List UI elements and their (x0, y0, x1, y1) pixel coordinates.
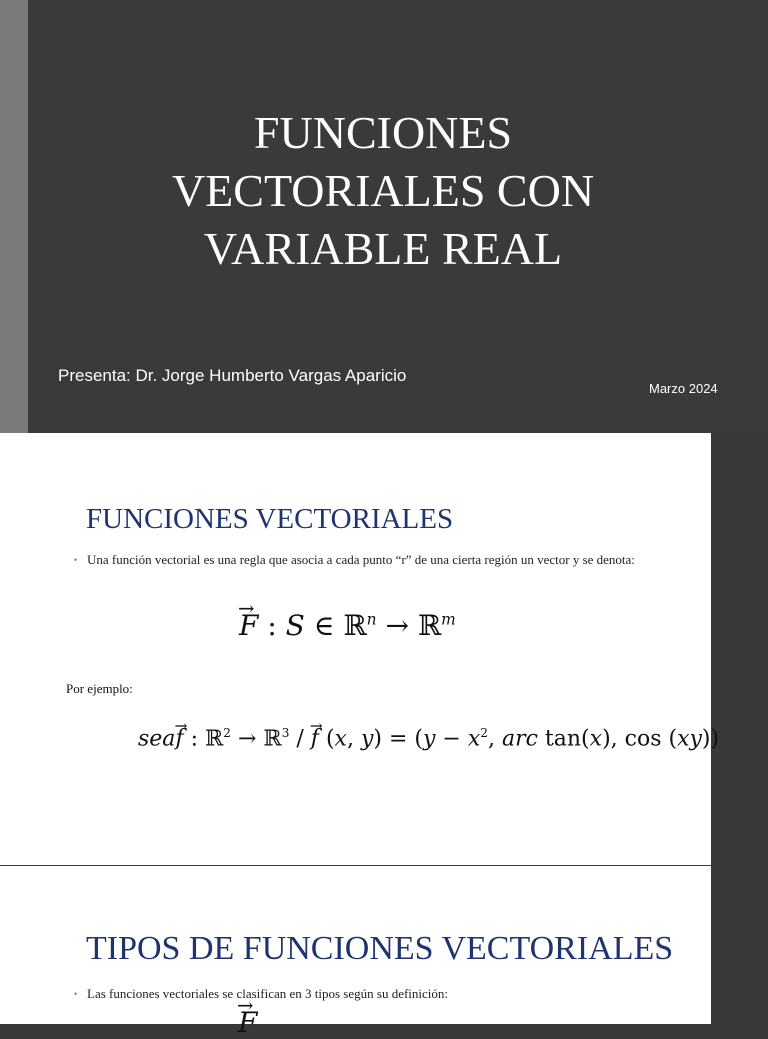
bullet-text: Las funciones vectoriales se clasifican en 3 tipos según su definición: (87, 986, 449, 1001)
example-label: Por ejemplo: (66, 681, 133, 696)
slide-heading: TIPOS DE FUNCIONES VECTORIALES (86, 930, 674, 967)
bullet-text: Una función vectorial es una regla que asocia a cada punto “r” de una cierta región un vector y se denota: (87, 552, 635, 567)
slide-tipos-funciones[interactable] (0, 866, 711, 1039)
formula-definition: → F : S ∈ ℝ$^n$ → ℝ$^m$ (239, 609, 456, 642)
side-stripe (0, 0, 28, 433)
date-text: Marzo 2024 (649, 381, 718, 396)
bullet-icon: • (74, 555, 78, 565)
bullet-item (74, 986, 684, 1004)
slide-title: FUNCIONES VECTORIALES CON VARIABLE REAL (171, 107, 595, 274)
formula-partial: → F (238, 1006, 257, 1039)
presenter-text: Presenta: Dr. Jorge Humberto Vargas Aparicio (58, 366, 407, 385)
slide-heading: FUNCIONES VECTORIALES (86, 503, 454, 535)
slide-funciones-vectoriales[interactable] (0, 433, 720, 865)
bullet-item (74, 552, 684, 586)
bullet-icon: • (74, 989, 78, 999)
title-slide[interactable] (28, 0, 768, 433)
formula-example: sea→ f : ℝ$^2$ → ℝ$^3$ / → f (x, $y) = (y - x^2$, arc tan(x), cos (xy)) (138, 726, 719, 751)
